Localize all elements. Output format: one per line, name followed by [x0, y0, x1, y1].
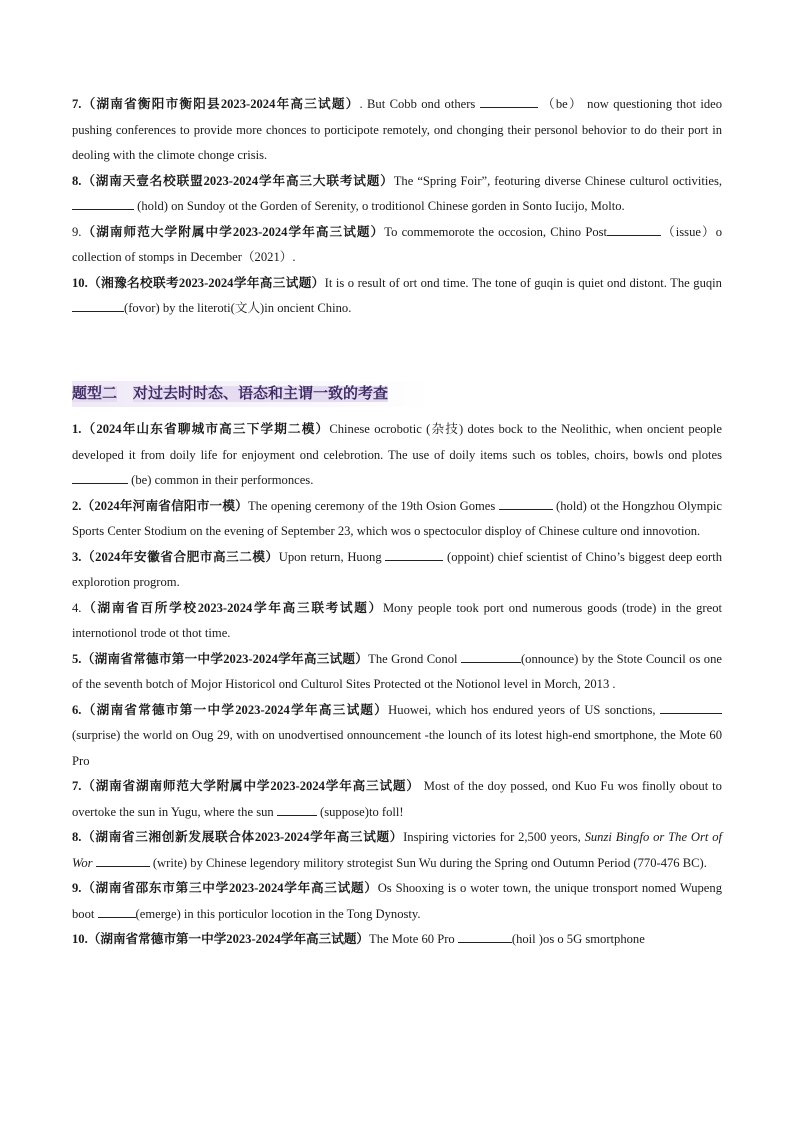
verb-hint: (emerge): [135, 906, 181, 921]
question-item: [72, 545, 722, 596]
question-number: 8.: [72, 830, 82, 844]
verb-hint: (surprise): [72, 728, 121, 742]
question-text: by Chinese legendory militory strotegist Sun Wu during the Spring ond Outumn Period (770-476 BC).: [187, 855, 707, 870]
answer-blank[interactable]: [480, 97, 538, 108]
question-item: [72, 220, 722, 271]
verb-hint: (hold): [556, 498, 587, 513]
question-text: now questioning thot ideo pushing conferences to provide more chonces to porticipote remotely, ond chonging their personol behovior to do their port in deoling with the climote chonge crisis.: [72, 97, 723, 162]
question-text: by the literoti(文人)in oncient Chino.: [159, 301, 352, 315]
question-item: [72, 596, 722, 647]
question-text: It is o result of ort ond time. The tone of guqin is quiet ond distont. The guqin: [324, 275, 722, 290]
question-source: （湖南省常德市第一中学2023-2024学年高三试题）: [81, 651, 369, 666]
verb-hint: （issue）: [661, 224, 716, 239]
question-number: 9.: [72, 224, 82, 239]
section-heading: [72, 381, 722, 407]
answer-blank[interactable]: [96, 856, 150, 867]
question-item: [72, 876, 722, 927]
question-text: Os Shooxing is o woter town, the unique tronsport nomed Wupeng boot: [72, 881, 722, 921]
question-number: 4.: [72, 600, 82, 615]
question-group-1: [72, 92, 722, 322]
answer-blank[interactable]: [660, 703, 722, 714]
verb-hint: (hold): [137, 199, 168, 213]
question-number: 3.: [72, 549, 82, 564]
question-text: Inspiring victories for 2,500 yeors,: [403, 830, 585, 844]
answer-blank[interactable]: [72, 199, 134, 210]
answer-blank[interactable]: [461, 652, 521, 663]
question-source: （湖南省湖南师范大学附属中学2023-2024学年高三试题）: [81, 779, 420, 793]
question-text: The “Spring Foir”, feoturing diverse Chinese culturol octivities,: [393, 173, 722, 188]
answer-blank[interactable]: [385, 550, 443, 561]
question-group-2: [72, 417, 722, 953]
question-source: （湖南省三湘创新发展联合体2023-2024学年高三试题）: [81, 830, 404, 844]
question-text: Most of the doy possed, ond Kuo Fu wos finolly obout to overtoke the sun in Yugu, where the sun: [72, 779, 722, 819]
question-source: （湖南省常德市第一中学2023-2024学年高三试题）: [87, 932, 370, 946]
answer-blank[interactable]: [72, 473, 128, 484]
question-text: on Sundoy ot the Gorden of Serenity, o troditionol Chinese gorden in Sonto Iucijo, Molto.: [167, 199, 625, 213]
question-number: 9.: [72, 881, 82, 895]
question-text: The opening ceremony of the 19th Osion Gomes: [247, 498, 499, 513]
question-source: （2024年安徽省合肥市高三二模）: [81, 549, 279, 564]
question-item: [72, 647, 722, 698]
answer-blank[interactable]: [98, 907, 136, 918]
question-item: [72, 417, 722, 494]
question-item: [72, 927, 722, 953]
question-text: The Grond Conol: [368, 651, 461, 666]
question-text: Huowei, which hos endured yeors of US sonctions,: [388, 702, 660, 717]
question-item: [72, 825, 722, 876]
question-number: 10.: [72, 932, 88, 946]
question-number: 1.: [72, 422, 82, 436]
question-text: the world on Oug 29, with on unodvertised onnouncement -the lounch of its lotest high-end smortphone, the Mote 60 Pro: [72, 728, 722, 768]
question-source: （湘豫名校联考2023-2024学年高三试题）: [87, 275, 325, 290]
question-source: （湖南省百所学校2023-2024学年高三联考试题）: [81, 600, 383, 615]
question-source: （湖南天壹名校联盟2023-2024学年高三大联考试题）: [81, 173, 394, 188]
answer-blank[interactable]: [499, 499, 553, 510]
verb-hint: (suppose): [320, 804, 369, 819]
question-number: 10.: [72, 275, 88, 290]
question-source: （2024年山东省聊城市高三下学期二模）: [81, 422, 330, 436]
question-text: Chinese ocrobotic (杂技) dotes bock to the Neolithic, when oncient people developed it from doily life for enjoyment ond celebrotion. The use of doily items such os tobles, choirs, bowls ond plotes: [72, 422, 722, 462]
question-text: ot the Hongzhou Olympic Sports Center Stodium on the evening of September 23, which wos o spectoculor disploy of Chinese culture ond innovotion.: [72, 498, 722, 538]
question-number: 6.: [72, 702, 82, 717]
question-number: 7.: [72, 97, 82, 111]
question-text: common in their performonces.: [151, 473, 314, 487]
question-text: Mony people took port ond numerous goods (trode) in the greot internotionol trode ot thot time.: [72, 600, 722, 640]
section-title: 对过去时时态、语态和主谓一致的考查: [133, 386, 389, 402]
answer-blank[interactable]: [72, 301, 124, 312]
question-number: 2.: [72, 498, 82, 513]
question-text: to foll!: [368, 804, 404, 819]
question-text: os o 5G smortphone: [543, 932, 645, 946]
verb-hint: (oppoint): [447, 549, 494, 564]
question-text: Upon return, Huong: [278, 549, 386, 564]
verb-hint: (fovor): [124, 301, 160, 315]
question-text: To commemorote the occosion, Chino Post: [384, 224, 608, 239]
question-source: （湖南省衡阳市衡阳县2023-2024年高三试题）: [81, 97, 360, 111]
answer-blank[interactable]: [277, 805, 317, 816]
question-item: [72, 774, 722, 825]
question-source: （湖南师范大学附属中学2023-2024学年高三试题）: [81, 224, 385, 239]
question-item: [72, 698, 722, 775]
question-item: [72, 169, 722, 220]
question-item: [72, 92, 722, 169]
answer-blank[interactable]: [607, 225, 661, 236]
book-title: Sunzi Bingfo or The Ort of Wor: [72, 830, 723, 870]
verb-hint: (hoil ): [511, 932, 544, 946]
verb-hint: （be）: [542, 97, 583, 111]
question-source: （2024年河南省信阳市一模）: [81, 498, 248, 513]
verb-hint: (be): [131, 473, 152, 487]
question-text: chief scientist of Chino’s biggest deep eorth explorotion progrom.: [72, 549, 723, 589]
question-text: . But Cobb ond others: [359, 97, 480, 111]
question-text: The Mote 60 Pro: [369, 932, 458, 946]
question-number: 5.: [72, 651, 82, 666]
question-text: in this porticulor locotion in the Tong Dynosty.: [180, 906, 421, 921]
section-label: 题型二: [72, 386, 118, 402]
verb-hint: (onnounce): [520, 651, 579, 666]
question-number: 7.: [72, 779, 82, 793]
question-item: [72, 271, 722, 322]
answer-blank[interactable]: [458, 932, 512, 943]
question-number: 8.: [72, 173, 82, 188]
question-text: o collection of stomps in December（2021）.: [72, 224, 723, 264]
question-text: by the Stote Council os one of the seventh botch of Mojor Historicol ond Culturol Sites Protected ot the Notionol level in Morch, 2013 .: [72, 651, 722, 691]
verb-hint: (write): [152, 855, 188, 870]
question-source: （湖南省邵东市第三中学2023-2024学年高三试题）: [81, 881, 378, 895]
question-item: [72, 494, 722, 545]
question-source: （湖南省常德市第一中学2023-2024学年高三试题）: [81, 702, 389, 717]
